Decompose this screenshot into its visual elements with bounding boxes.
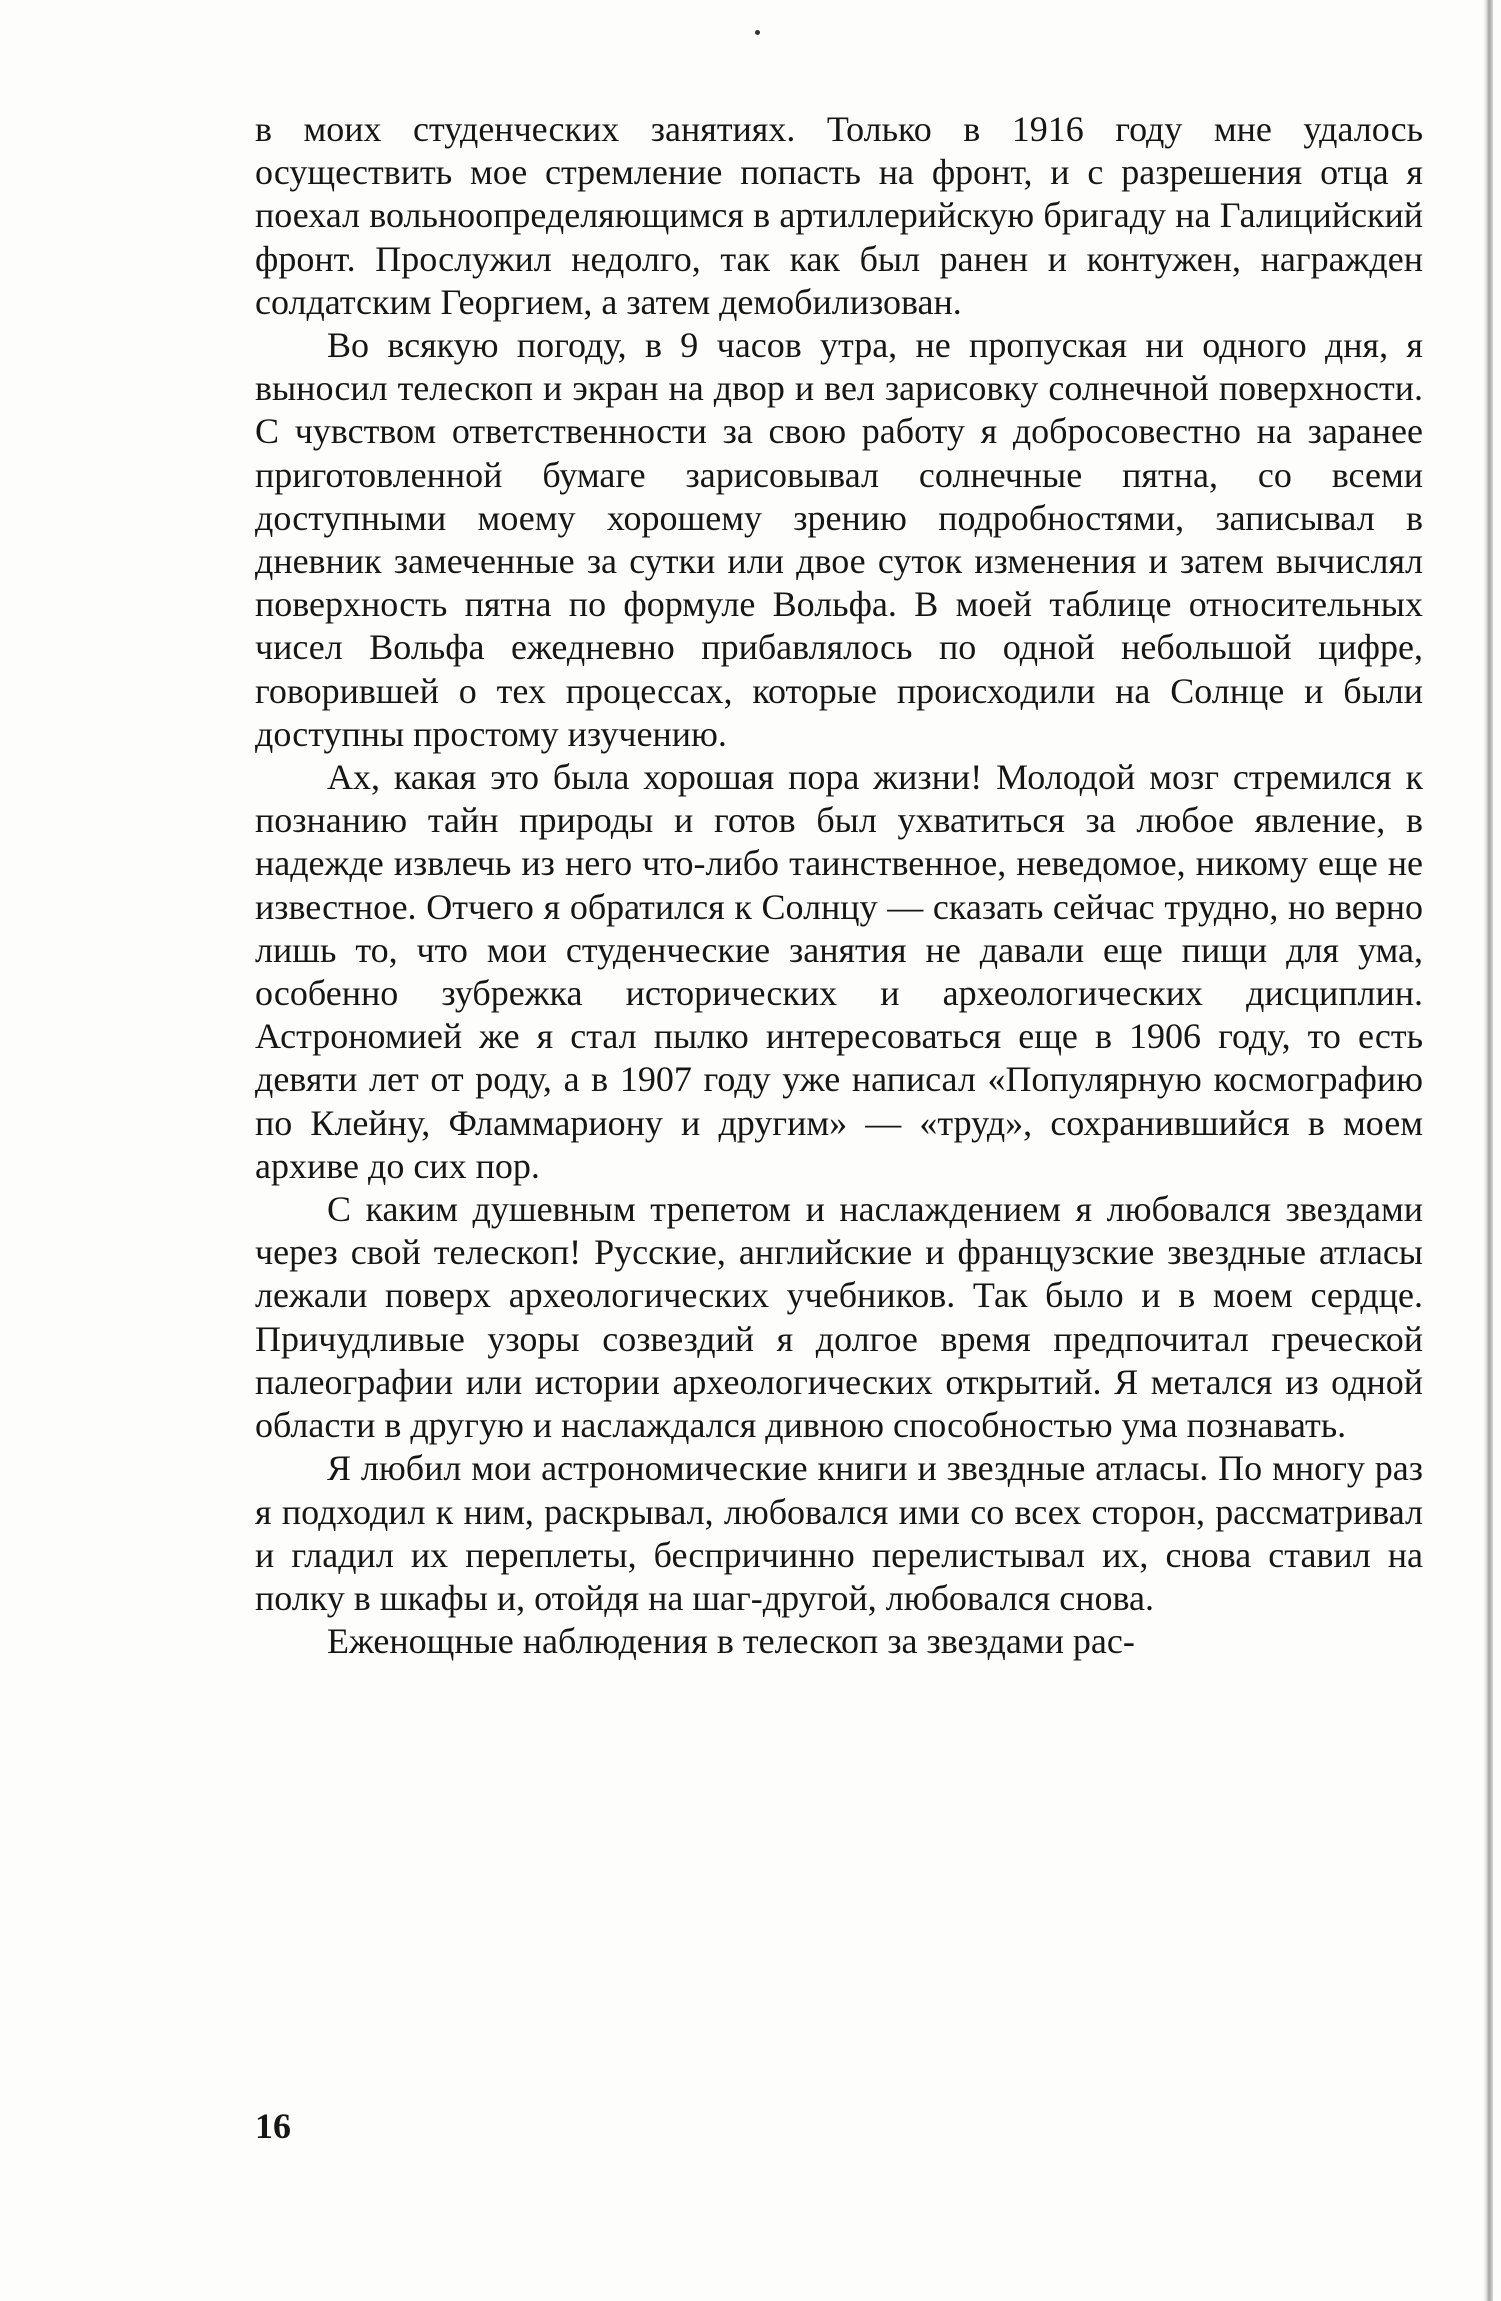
paragraph-continuation: в моих студенческих занятиях. Только в 1916 году мне удалось осуществить мое стремление попасть на фронт, и с разрешения отца я поехал вольноопределяющимся в артиллерийскую бригаду на Галицийский фронт. Прослужил недолго, так как был ранен и контужен, награжден солдатским Георгием, а затем демобилизован. — [255, 109, 1423, 322]
page-edge-shadow — [1483, 0, 1493, 2301]
paragraph: С каким душевным трепетом и наслаждением я любовался звездами через свой телескоп! Русские, английские и французские звездные атласы лежали поверх археологических учебников. Так было и в моем сердце. Причудливые узоры созвездий я долгое время предпочитал греческой палеографии или истории археологических открытий. Я метался из одной области в другую и наслаждался дивною способностью ума познавать. — [255, 1189, 1423, 1446]
paragraph: Во всякую погоду, в 9 часов утра, не пропуская ни одного дня, я выносил телескоп и экран на двор и вел зарисовку солнечной поверхности. С чувством ответственности за свою работу я добросовестно на заранее приготовленной бумаге зарисовывал солнечные пятна, со всеми доступными моему хорошему зрению подробностями, записывал в дневник замеченные за сутки или двое суток изменения и затем вычислял поверхность пятна по формуле Вольфа. В моей таблице относительных чисел Вольфа ежедневно прибавлялось по одной небольшой цифре, говорившей о тех процессах, которые происходили на Солнце и были доступны простому изучению. — [255, 325, 1423, 754]
paragraph: Я любил мои астрономические книги и звездные атласы. По многу раз я подходил к ним, раскрывал, любовался ими со всех сторон, рассматривал и гладил их переплеты, беспричинно перелистывал их, снова ставил на полку в шкафы и, отойдя на шаг-другой, любовался снова. — [255, 1448, 1423, 1618]
paragraph: Еженощные наблюдения в телескоп за звездами рас- — [327, 1621, 1135, 1662]
body-text — [255, 108, 1423, 1663]
print-speck — [755, 30, 760, 35]
page-number: 16 — [255, 2106, 291, 2146]
paragraph: Ах, какая это была хорошая пора жизни! Молодой мозг стремился к познанию тайн природы и готов был ухватиться за любое явление, в надежде извлечь из него что-либо таинственное, неведомое, никому еще не известное. Отчего я обратился к Солнцу — сказать сейчас трудно, но верно лишь то, что мои студенческие занятия не давали еще пищи для ума, особенно зубрежка исторических и археологических дисциплин. Астрономией же я стал пылко интересоваться еще в 1906 году, то есть девяти лет от роду, а в 1907 году уже написал «Популярную космографию по Клейну, Фламмариону и другим» — «труд», сохранившийся в моем архиве до сих пор. — [255, 757, 1423, 1186]
